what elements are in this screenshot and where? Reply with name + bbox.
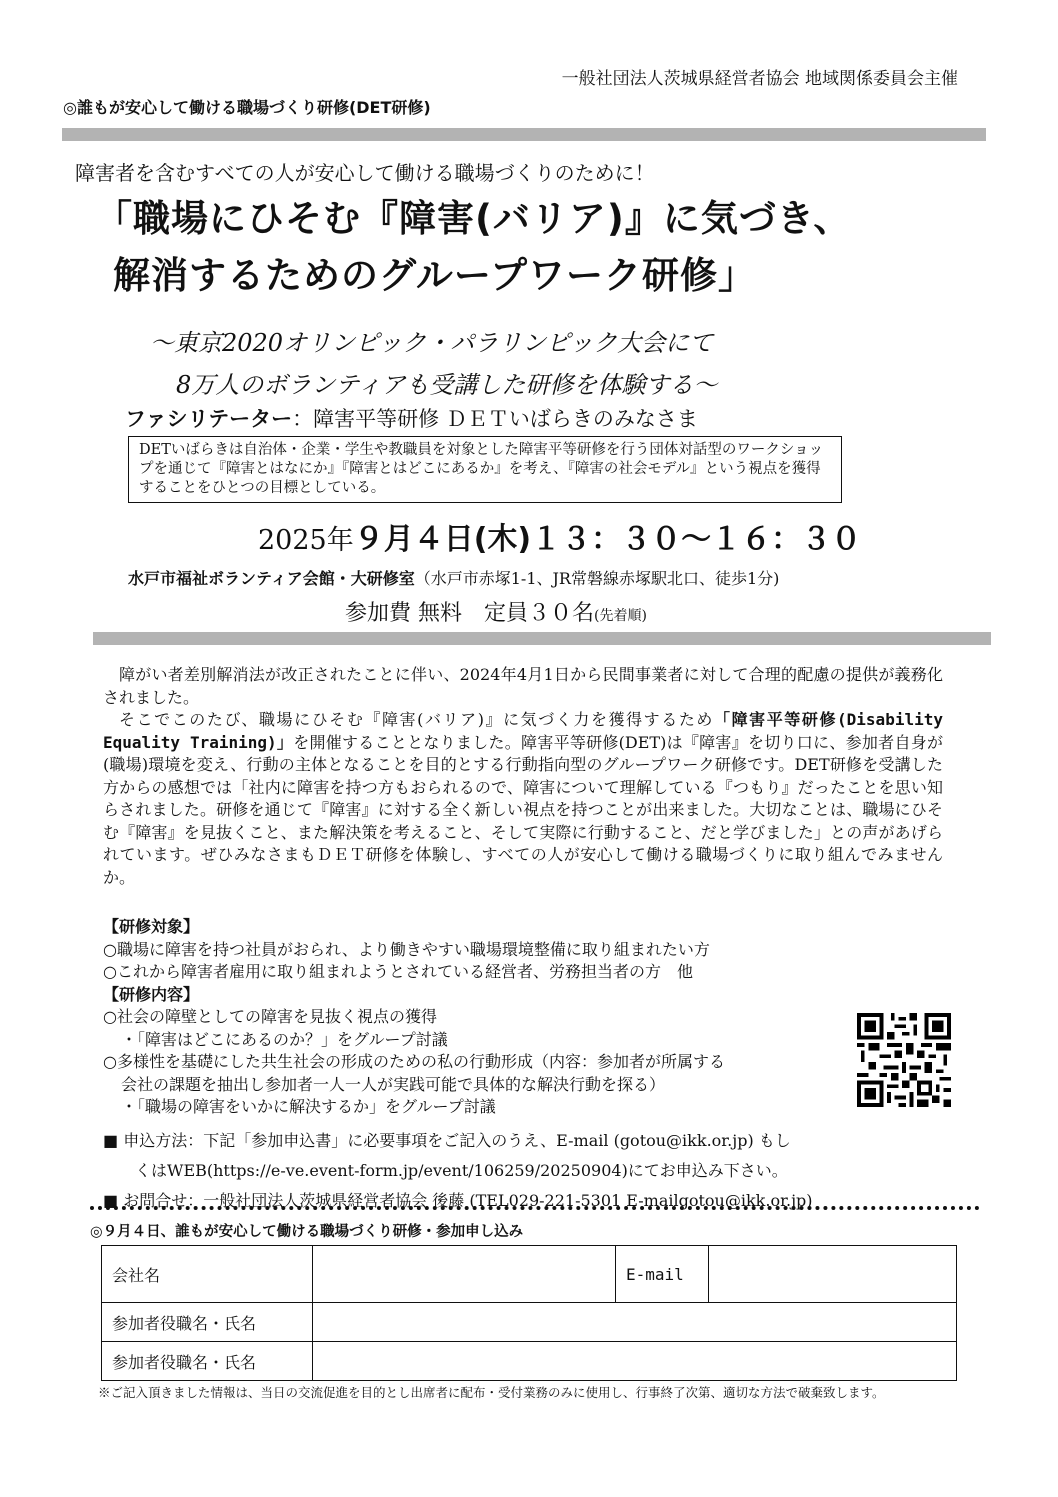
list-subitem: ・「障害はどこにあるのか？」をグループ討議 xyxy=(121,1029,448,1049)
body-paragraph-1: 障がい者差別解消法が改正されたことに伴い、2024年4月1日から民間事業者に対して合理的配慮の提供が義務化されました。 xyxy=(103,665,943,707)
sections xyxy=(103,916,853,1119)
organizer: 一般社団法人茨城県経営者協会 地域関係委員会主催 xyxy=(561,69,958,89)
venue-name: 水戸市福祉ボランティア会館・大研修室 xyxy=(128,569,415,588)
event-label: ◎誰もが安心して働ける職場づくり研修(DET研修) xyxy=(63,98,431,117)
fee-note: (先着順) xyxy=(594,608,647,624)
list-item: ○多様性を基礎にした共生社会の形成のための私の行動形成（内容：参加者が所属する xyxy=(103,1052,725,1071)
participant-field[interactable] xyxy=(313,1303,957,1342)
list-item: ○これから障害者雇用に取り組まれようとされている経営者、労務担当者の方 他 xyxy=(103,962,693,981)
tagline-line-2: 8万人のボランティアも受講した研修を体験する～ xyxy=(176,371,718,399)
tagline-line-1: ～東京2020オリンピック・パラリンピック大会にて xyxy=(150,329,714,357)
cut-line xyxy=(90,1206,980,1210)
participant-label: 参加者役職名・氏名 xyxy=(102,1342,313,1381)
list-item: ○社会の障壁としての障害を見抜く視点の獲得 xyxy=(103,1007,437,1026)
participant-label: 参加者役職名・氏名 xyxy=(102,1303,313,1342)
company-field[interactable] xyxy=(313,1246,616,1303)
contact-line: ■ お問合せ：一般社団法人茨城県経営者協会 後藤 (TEL029-221-5301 E-mailgotou@ikk.or.jp) xyxy=(103,1191,813,1210)
body-text-span: を開催することとなりました。障害平等研修(DET)は『障害』を切り口に、参加者自身が(職場)環境を変え、行動の主体となることを目的とする行動指向型のグループワーク研修です。DET研修を受講した方からの感想では「社内に障害を持つ方もおられるので、障害について理解している『つもり』だったことを思い知らされました。研修を通じて『障害』に対する全く新しい視点を持つことが出来ました。大切なことは、職場にひそむ『障害』を見抜くこと、また解決策を考えること、そして実際に行動すること、だと学びました」との声があげられています。ぜひみなさまもＤＥＴ研修を体験し、すべての人が安心して働ける職場づくりに取り組んでみませんか。 xyxy=(103,732,943,887)
det-title-emphasis: 「障害平等研修(Disability Equality Training)」 xyxy=(103,710,943,752)
apply-method-line-1: ■ 申込方法：下記「参加申込書」に必要事項をご記入のうえ、E-mail (gotou@ikk.or.jp) もし xyxy=(103,1131,791,1150)
body-paragraph-2 xyxy=(103,709,943,889)
participant-field[interactable] xyxy=(313,1342,957,1381)
fee xyxy=(345,596,647,627)
title-line-1: 「職場にひそむ『障害(バリア)』に気づき、 xyxy=(95,197,852,240)
footnote: ※ご記入頂きました情報は、当日の交流促進を目的とし出席者に配布・受付業務のみに使用し、行事終了次第、適切な方法で破棄致します。 xyxy=(98,1385,885,1400)
facilitator-label: ファシリテーター xyxy=(125,407,293,431)
table-row xyxy=(102,1342,957,1381)
company-label: 会社名 xyxy=(102,1246,313,1303)
tagline xyxy=(150,322,717,406)
form-title: ◎９月４日、誰もが安心して働ける職場づくり研修・参加申し込み xyxy=(90,1224,524,1240)
date-main: ９月４日(木)１３：３０～１６：３０ xyxy=(353,522,862,557)
email-label: E-mail xyxy=(616,1246,709,1303)
divider-bar xyxy=(93,632,991,645)
content-heading: 【研修内容】 xyxy=(103,984,200,1004)
venue xyxy=(128,566,779,589)
divider-bar xyxy=(62,128,986,141)
application-info xyxy=(103,1126,963,1216)
target-heading: 【研修対象】 xyxy=(103,917,200,936)
fee-text: 参加費 無料 定員３０名 xyxy=(345,601,594,626)
table-row xyxy=(102,1246,957,1303)
event-datetime xyxy=(258,514,861,558)
date-prefix: 2025年 xyxy=(258,525,354,556)
qr-code-icon[interactable] xyxy=(857,1013,951,1107)
list-item: ○職場に障害を持つ社員がおられ、より働きやすい職場環境整備に取り組まれたい方 xyxy=(103,939,710,959)
det-description-box: DETいばらきは自治体・企業・学生や教職員を対象とした障害平等研修を行う団体対話型のワークショップを通じて『障害とはなにか』『障害とはどこにあるか』を考え、『障害の社会モデル』という視点を獲得することをひとつの目標としている。 xyxy=(128,436,842,503)
list-subitem: ・「職場の障害をいかに解決するか」をグループ討議 xyxy=(121,1097,496,1116)
facilitator-value: ：障害平等研修 ＤＥＴいばらきのみなさま xyxy=(292,407,698,431)
apply-method-line-2: くはWEB(https://e-ve.event-form.jp/event/106259/20250904)にてお申込み下さい。 xyxy=(135,1161,788,1180)
table-row xyxy=(102,1303,957,1342)
body-text-span: そこでこのたび、職場にひそむ『障害(バリア)』に気づく力を獲得するため xyxy=(119,710,714,729)
application-form xyxy=(101,1245,957,1381)
facilitator xyxy=(125,403,698,433)
page-title xyxy=(95,190,851,304)
venue-address: （水戸市赤塚1-1、JR常磐線赤塚駅北口、徒歩1分) xyxy=(414,569,780,588)
email-field[interactable] xyxy=(709,1246,957,1303)
body-text xyxy=(103,664,943,889)
list-item-continuation: 会社の課題を抽出し参加者一人一人が実践可能で具体的な解決行動を探る） xyxy=(121,1074,666,1094)
subtitle: 障害者を含むすべての人が安心して働ける職場づくりのために！ xyxy=(75,161,655,185)
title-line-2: 解消するためのグループワーク研修」 xyxy=(113,254,757,297)
